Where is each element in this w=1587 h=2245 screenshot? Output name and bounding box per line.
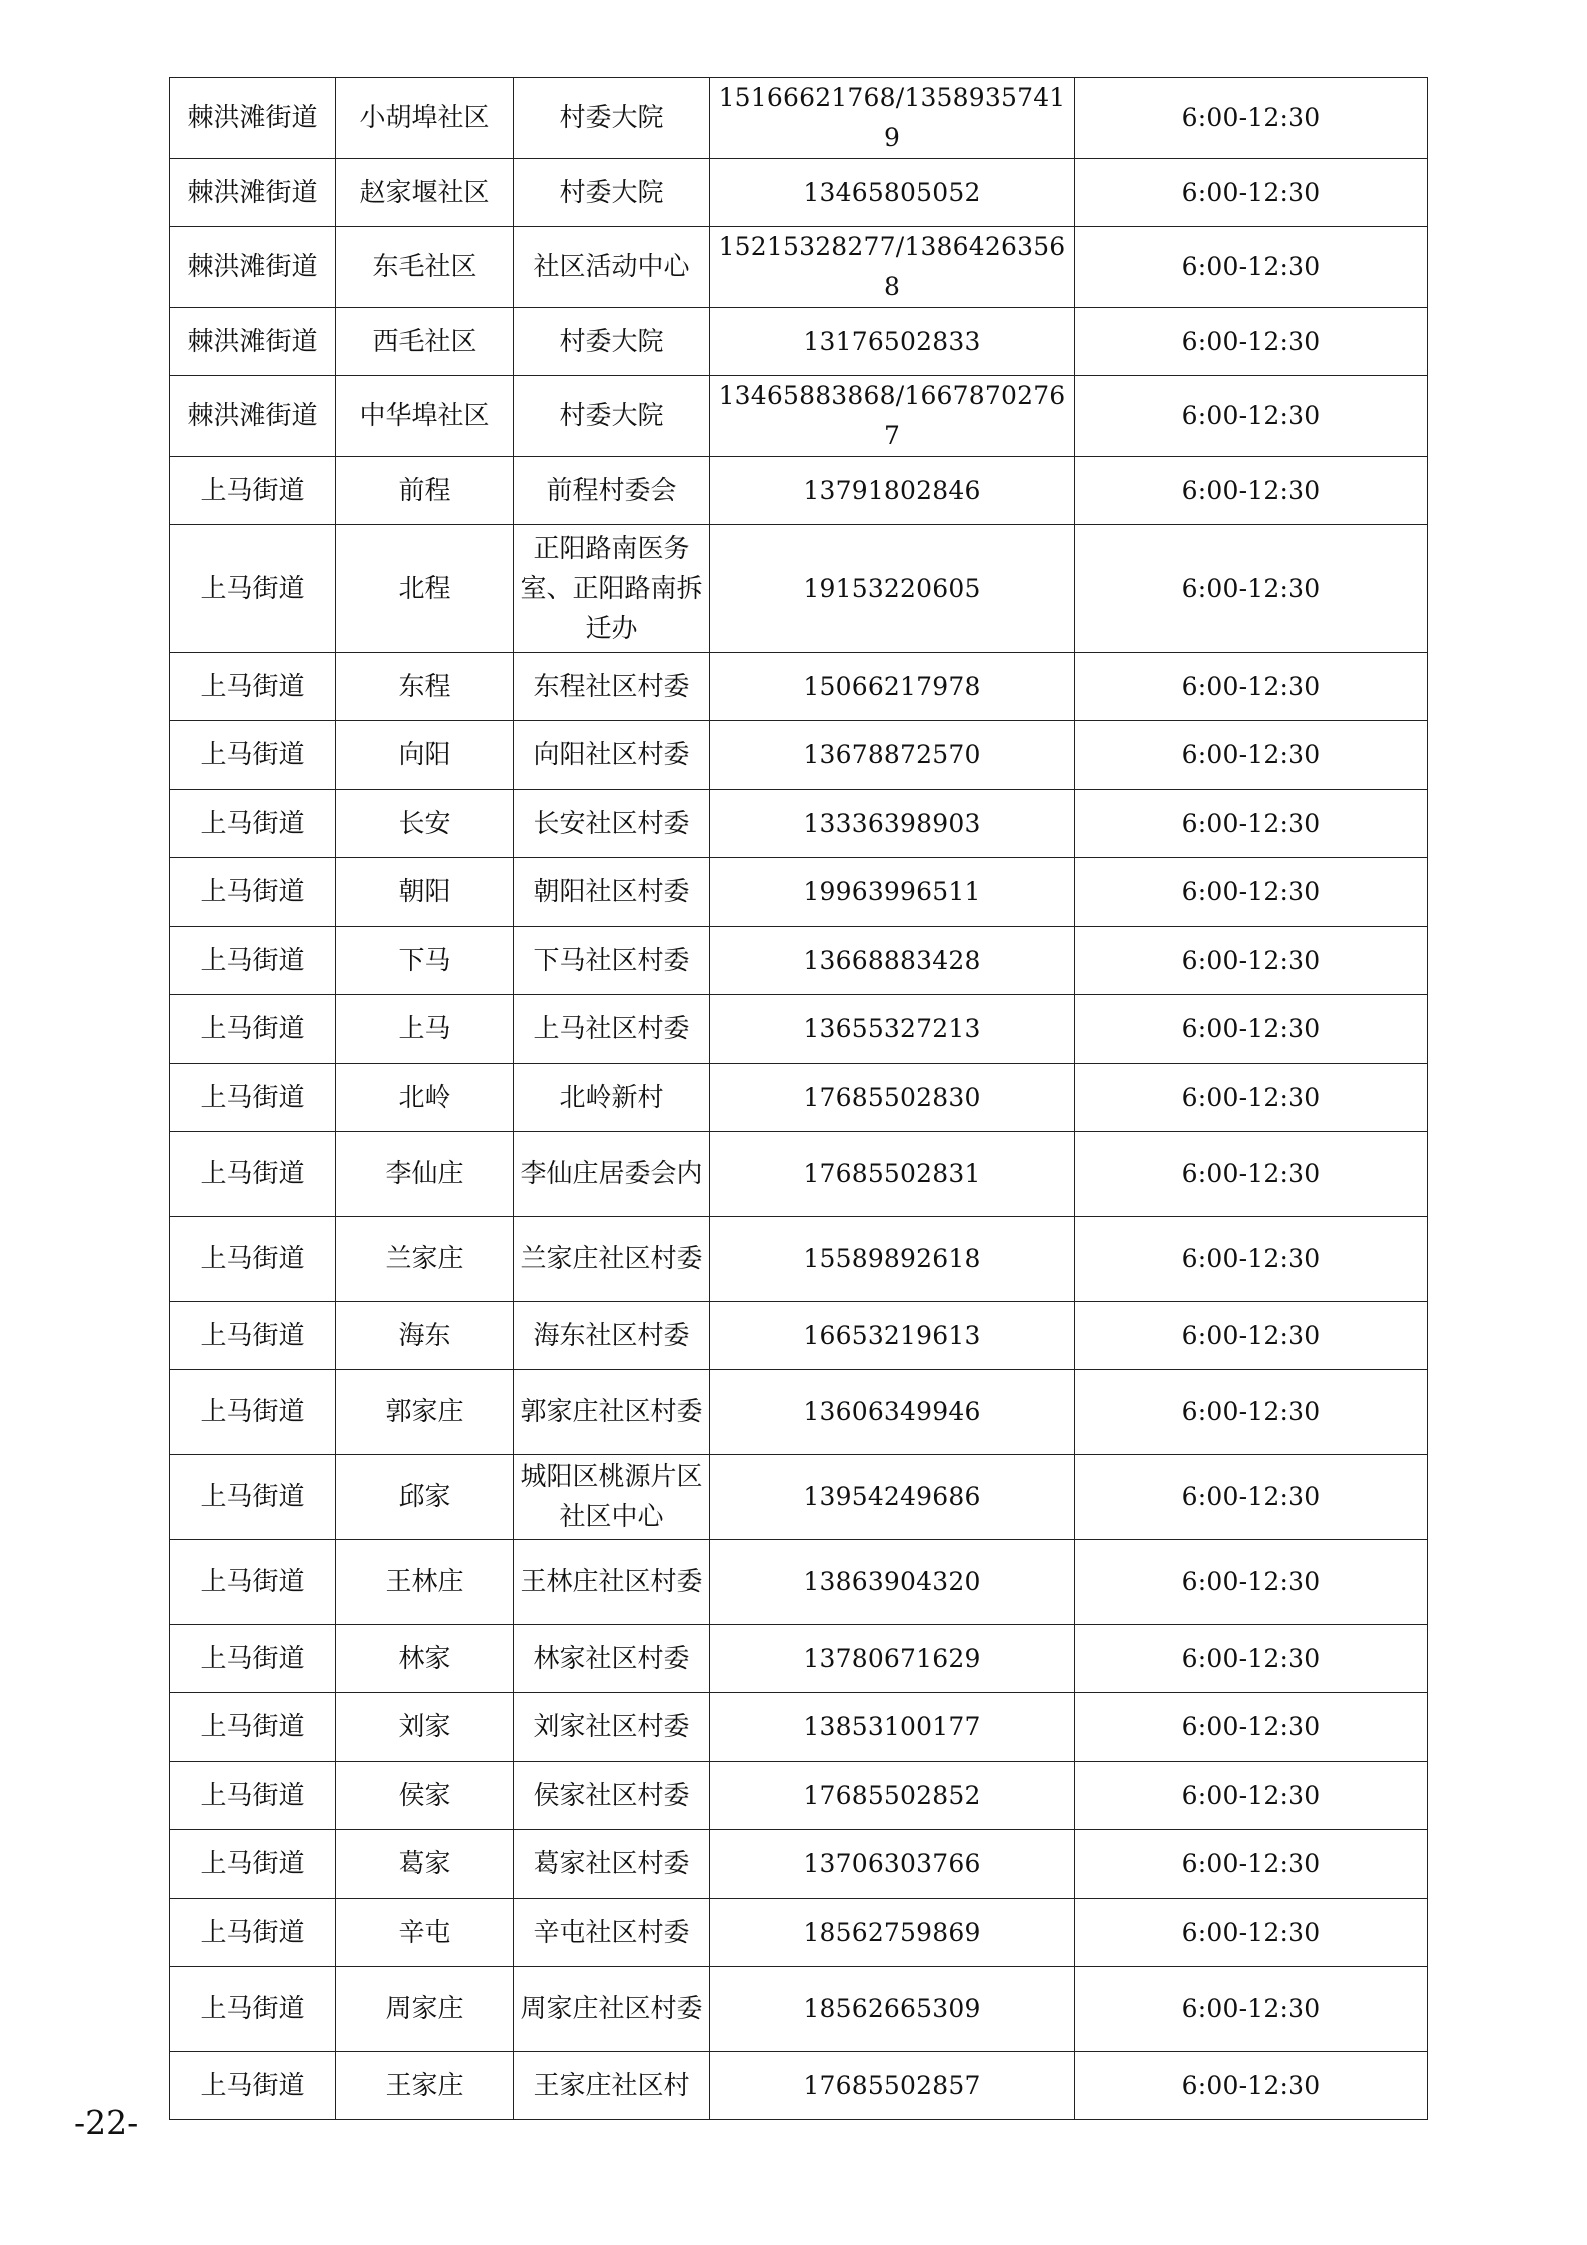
site-cell: 村委大院 xyxy=(514,159,710,227)
street-cell: 上马街道 xyxy=(170,995,336,1064)
site-cell: 辛屯社区村委 xyxy=(514,1899,710,1967)
phone-cell: 13336398903 xyxy=(710,790,1075,858)
site-cell: 东程社区村委 xyxy=(514,653,710,721)
table-row xyxy=(170,927,1428,995)
community-cell: 葛家 xyxy=(336,1830,514,1899)
street-cell: 上马街道 xyxy=(170,927,336,995)
site-cell: 下马社区村委 xyxy=(514,927,710,995)
phone-cell: 18562759869 xyxy=(710,1899,1075,1967)
site-cell: 郭家庄社区村委 xyxy=(514,1370,710,1455)
table-row xyxy=(170,1302,1428,1370)
phone-cell: 13655327213 xyxy=(710,995,1075,1064)
site-cell: 村委大院 xyxy=(514,308,710,376)
table-row xyxy=(170,1762,1428,1830)
community-cell: 赵家堰社区 xyxy=(336,159,514,227)
phone-cell: 15589892618 xyxy=(710,1217,1075,1302)
site-cell: 村委大院 xyxy=(514,376,710,457)
community-cell: 郭家庄 xyxy=(336,1370,514,1455)
table-row xyxy=(170,376,1428,457)
table-row xyxy=(170,1455,1428,1540)
community-cell: 王林庄 xyxy=(336,1540,514,1625)
hours-cell: 6:00-12:30 xyxy=(1075,1455,1428,1540)
phone-cell: 13465805052 xyxy=(710,159,1075,227)
sampling-site-table xyxy=(169,77,1428,2120)
table-row xyxy=(170,1625,1428,1693)
table-row xyxy=(170,1370,1428,1455)
hours-cell: 6:00-12:30 xyxy=(1075,1830,1428,1899)
site-cell: 上马社区村委 xyxy=(514,995,710,1064)
hours-cell: 6:00-12:30 xyxy=(1075,1967,1428,2052)
hours-cell: 6:00-12:30 xyxy=(1075,1899,1428,1967)
hours-cell: 6:00-12:30 xyxy=(1075,1625,1428,1693)
site-cell: 葛家社区村委 xyxy=(514,1830,710,1899)
hours-cell: 6:00-12:30 xyxy=(1075,1064,1428,1132)
table-row xyxy=(170,721,1428,790)
site-cell: 长安社区村委 xyxy=(514,790,710,858)
phone-cell: 16653219613 xyxy=(710,1302,1075,1370)
hours-cell: 6:00-12:30 xyxy=(1075,1693,1428,1762)
hours-cell: 6:00-12:30 xyxy=(1075,1370,1428,1455)
phone-cell: 19963996511 xyxy=(710,858,1075,927)
community-cell: 林家 xyxy=(336,1625,514,1693)
community-cell: 邱家 xyxy=(336,1455,514,1540)
community-cell: 海东 xyxy=(336,1302,514,1370)
street-cell: 上马街道 xyxy=(170,1625,336,1693)
street-cell: 棘洪滩街道 xyxy=(170,227,336,308)
hours-cell: 6:00-12:30 xyxy=(1075,525,1428,653)
hours-cell: 6:00-12:30 xyxy=(1075,308,1428,376)
street-cell: 上马街道 xyxy=(170,2052,336,2120)
community-cell: 长安 xyxy=(336,790,514,858)
table-row xyxy=(170,995,1428,1064)
hours-cell: 6:00-12:30 xyxy=(1075,1132,1428,1217)
hours-cell: 6:00-12:30 xyxy=(1075,1217,1428,1302)
phone-cell: 13465883868/16678702767 xyxy=(710,376,1075,457)
hours-cell: 6:00-12:30 xyxy=(1075,1540,1428,1625)
community-cell: 李仙庄 xyxy=(336,1132,514,1217)
street-cell: 上马街道 xyxy=(170,1693,336,1762)
hours-cell: 6:00-12:30 xyxy=(1075,927,1428,995)
site-cell: 城阳区桃源片区社区中心 xyxy=(514,1455,710,1540)
site-cell: 刘家社区村委 xyxy=(514,1693,710,1762)
phone-cell: 13706303766 xyxy=(710,1830,1075,1899)
table-row xyxy=(170,457,1428,525)
community-cell: 上马 xyxy=(336,995,514,1064)
hours-cell: 6:00-12:30 xyxy=(1075,1302,1428,1370)
hours-cell: 6:00-12:30 xyxy=(1075,653,1428,721)
street-cell: 棘洪滩街道 xyxy=(170,308,336,376)
site-cell: 周家庄社区村委 xyxy=(514,1967,710,2052)
phone-cell: 13176502833 xyxy=(710,308,1075,376)
community-cell: 侯家 xyxy=(336,1762,514,1830)
site-cell: 向阳社区村委 xyxy=(514,721,710,790)
table-row xyxy=(170,1899,1428,1967)
hours-cell: 6:00-12:30 xyxy=(1075,78,1428,159)
community-cell: 兰家庄 xyxy=(336,1217,514,1302)
table-row xyxy=(170,308,1428,376)
table-row xyxy=(170,1217,1428,1302)
site-cell: 北岭新村 xyxy=(514,1064,710,1132)
table-row xyxy=(170,858,1428,927)
hours-cell: 6:00-12:30 xyxy=(1075,227,1428,308)
street-cell: 上马街道 xyxy=(170,1217,336,1302)
site-cell: 村委大院 xyxy=(514,78,710,159)
community-cell: 小胡埠社区 xyxy=(336,78,514,159)
table-row xyxy=(170,2052,1428,2120)
street-cell: 上马街道 xyxy=(170,1132,336,1217)
community-cell: 王家庄 xyxy=(336,2052,514,2120)
hours-cell: 6:00-12:30 xyxy=(1075,457,1428,525)
table-row xyxy=(170,159,1428,227)
table-row xyxy=(170,1540,1428,1625)
street-cell: 上马街道 xyxy=(170,1302,336,1370)
street-cell: 上马街道 xyxy=(170,1540,336,1625)
site-cell: 社区活动中心 xyxy=(514,227,710,308)
community-cell: 向阳 xyxy=(336,721,514,790)
street-cell: 上马街道 xyxy=(170,1830,336,1899)
hours-cell: 6:00-12:30 xyxy=(1075,159,1428,227)
site-cell: 王家庄社区村 xyxy=(514,2052,710,2120)
street-cell: 上马街道 xyxy=(170,1899,336,1967)
community-cell: 东程 xyxy=(336,653,514,721)
site-cell: 李仙庄居委会内 xyxy=(514,1132,710,1217)
street-cell: 棘洪滩街道 xyxy=(170,376,336,457)
phone-cell: 13863904320 xyxy=(710,1540,1075,1625)
site-cell: 海东社区村委 xyxy=(514,1302,710,1370)
community-cell: 周家庄 xyxy=(336,1967,514,2052)
phone-cell: 15166621768/13589357419 xyxy=(710,78,1075,159)
hours-cell: 6:00-12:30 xyxy=(1075,2052,1428,2120)
table-row xyxy=(170,790,1428,858)
community-cell: 东毛社区 xyxy=(336,227,514,308)
phone-cell: 15066217978 xyxy=(710,653,1075,721)
community-cell: 下马 xyxy=(336,927,514,995)
table-row xyxy=(170,653,1428,721)
table-row xyxy=(170,1693,1428,1762)
community-cell: 前程 xyxy=(336,457,514,525)
street-cell: 上马街道 xyxy=(170,721,336,790)
community-cell: 西毛社区 xyxy=(336,308,514,376)
phone-cell: 17685502831 xyxy=(710,1132,1075,1217)
table-row xyxy=(170,227,1428,308)
street-cell: 棘洪滩街道 xyxy=(170,78,336,159)
hours-cell: 6:00-12:30 xyxy=(1075,790,1428,858)
page-number: -22- xyxy=(74,2103,139,2142)
hours-cell: 6:00-12:30 xyxy=(1075,376,1428,457)
street-cell: 上马街道 xyxy=(170,653,336,721)
street-cell: 上马街道 xyxy=(170,1370,336,1455)
phone-cell: 17685502857 xyxy=(710,2052,1075,2120)
site-cell: 正阳路南医务室、正阳路南拆迁办 xyxy=(514,525,710,653)
community-cell: 中华埠社区 xyxy=(336,376,514,457)
table-row xyxy=(170,78,1428,159)
phone-cell: 18562665309 xyxy=(710,1967,1075,2052)
site-cell: 王林庄社区村委 xyxy=(514,1540,710,1625)
phone-cell: 13853100177 xyxy=(710,1693,1075,1762)
street-cell: 上马街道 xyxy=(170,1967,336,2052)
site-cell: 朝阳社区村委 xyxy=(514,858,710,927)
site-cell: 兰家庄社区村委 xyxy=(514,1217,710,1302)
phone-cell: 17685502830 xyxy=(710,1064,1075,1132)
site-cell: 林家社区村委 xyxy=(514,1625,710,1693)
street-cell: 上马街道 xyxy=(170,1064,336,1132)
table-row xyxy=(170,1830,1428,1899)
street-cell: 上马街道 xyxy=(170,1455,336,1540)
street-cell: 上马街道 xyxy=(170,1762,336,1830)
hours-cell: 6:00-12:30 xyxy=(1075,858,1428,927)
phone-cell: 13668883428 xyxy=(710,927,1075,995)
hours-cell: 6:00-12:30 xyxy=(1075,995,1428,1064)
phone-cell: 13791802846 xyxy=(710,457,1075,525)
hours-cell: 6:00-12:30 xyxy=(1075,1762,1428,1830)
phone-cell: 15215328277/13864263568 xyxy=(710,227,1075,308)
street-cell: 上马街道 xyxy=(170,457,336,525)
community-cell: 朝阳 xyxy=(336,858,514,927)
table-row xyxy=(170,525,1428,653)
community-cell: 辛屯 xyxy=(336,1899,514,1967)
hours-cell: 6:00-12:30 xyxy=(1075,721,1428,790)
street-cell: 上马街道 xyxy=(170,525,336,653)
table-body xyxy=(170,78,1428,2120)
street-cell: 棘洪滩街道 xyxy=(170,159,336,227)
table-row xyxy=(170,1132,1428,1217)
phone-cell: 13606349946 xyxy=(710,1370,1075,1455)
site-cell: 前程村委会 xyxy=(514,457,710,525)
community-cell: 北程 xyxy=(336,525,514,653)
phone-cell: 17685502852 xyxy=(710,1762,1075,1830)
phone-cell: 13780671629 xyxy=(710,1625,1075,1693)
community-cell: 刘家 xyxy=(336,1693,514,1762)
phone-cell: 13678872570 xyxy=(710,721,1075,790)
table-row xyxy=(170,1064,1428,1132)
street-cell: 上马街道 xyxy=(170,790,336,858)
phone-cell: 13954249686 xyxy=(710,1455,1075,1540)
phone-cell: 19153220605 xyxy=(710,525,1075,653)
street-cell: 上马街道 xyxy=(170,858,336,927)
community-cell: 北岭 xyxy=(336,1064,514,1132)
table-row xyxy=(170,1967,1428,2052)
site-cell: 侯家社区村委 xyxy=(514,1762,710,1830)
